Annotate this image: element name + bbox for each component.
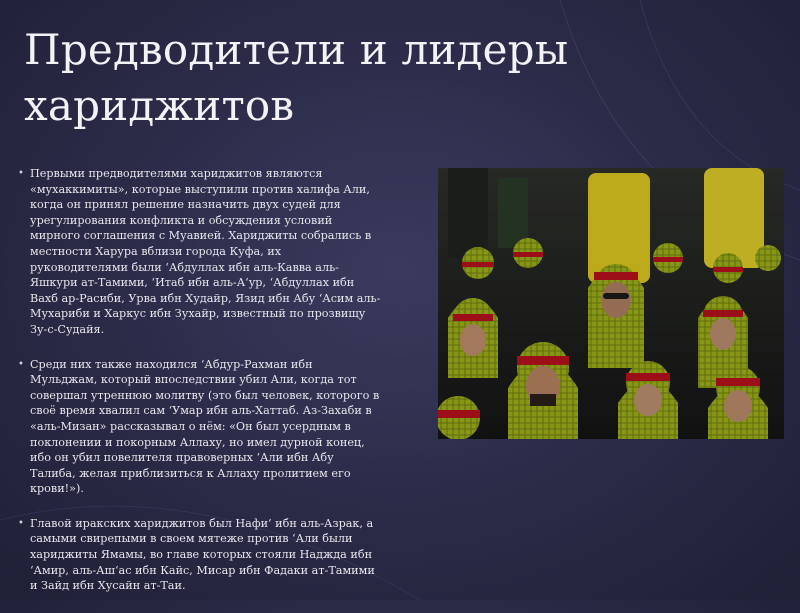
bullet-list [18,166,382,613]
title-line-2: хариджитов [24,81,295,130]
bullet-dot-icon: • [18,168,24,179]
slide-title [24,22,724,134]
bullet-item [18,516,382,594]
bullet-text: Главой иракских хариджитов был Нафи‘ ибн аль-Азрак, а самыми свирепыми в своем мятеже против ‘Али были хариджиты Ямамы, во главе которых стояли Наджда ибн ‘Амир, аль-Аш‘ас ибн Кайс, Мисар ибн Фадаки ат-Тамими и Зайд ибн Хусайн ат-Таи. [30,516,375,593]
crowd-photo-illustration [438,168,784,439]
crowd-photo [438,168,784,439]
bullet-item [18,166,382,338]
bullet-dot-icon: • [18,517,24,529]
bullet-text: Среди них также находился ‘Абдур-Рахман ибн Мульджам, который впоследствии убил Али, когда тот совершал утреннюю молитву (это был человек, которого в своё время хвалил сам ‘Умар ибн аль-Хаттаб. Аз-Захаби в «аль-Мизан» рассказывал о нём: «Он был усердным в поклонении и покорным Аллаху, но имел дурной конец, ибо он убил повелителя правоверных ‘Али ибн Абу Талиба, желая приблизиться к Аллаху пролитием его крови!»). [30,357,380,496]
title-line-1: Предводители и лидеры [24,25,569,74]
bullet-dot-icon: • [18,358,24,370]
bullet-text: Первыми предводителями хариджитов являются «мухаккимиты», которые выступили против халифа Али, когда он принял решение назначить двух судей для урегулирования конфликта и обсуждения условий мирного соглашения с Муавией. Хариджиты собрались в местности Харура вблизи города Куфа, их руководителями были ‘Абдуллах ибн аль-Кавва аль-Яшкури ат-Тамими, ‘Итаб ибн аль-А‘ур, ‘Абдуллах ибн Вахб ар-Расиби, Урва ибн Худайр, Язид ибн Абу ‘Асим аль-Мухариби и Харкус ибн Зухайр, известный по прозвищу Зу-с-Судайя. [30,167,381,336]
bullet-item [18,357,382,497]
